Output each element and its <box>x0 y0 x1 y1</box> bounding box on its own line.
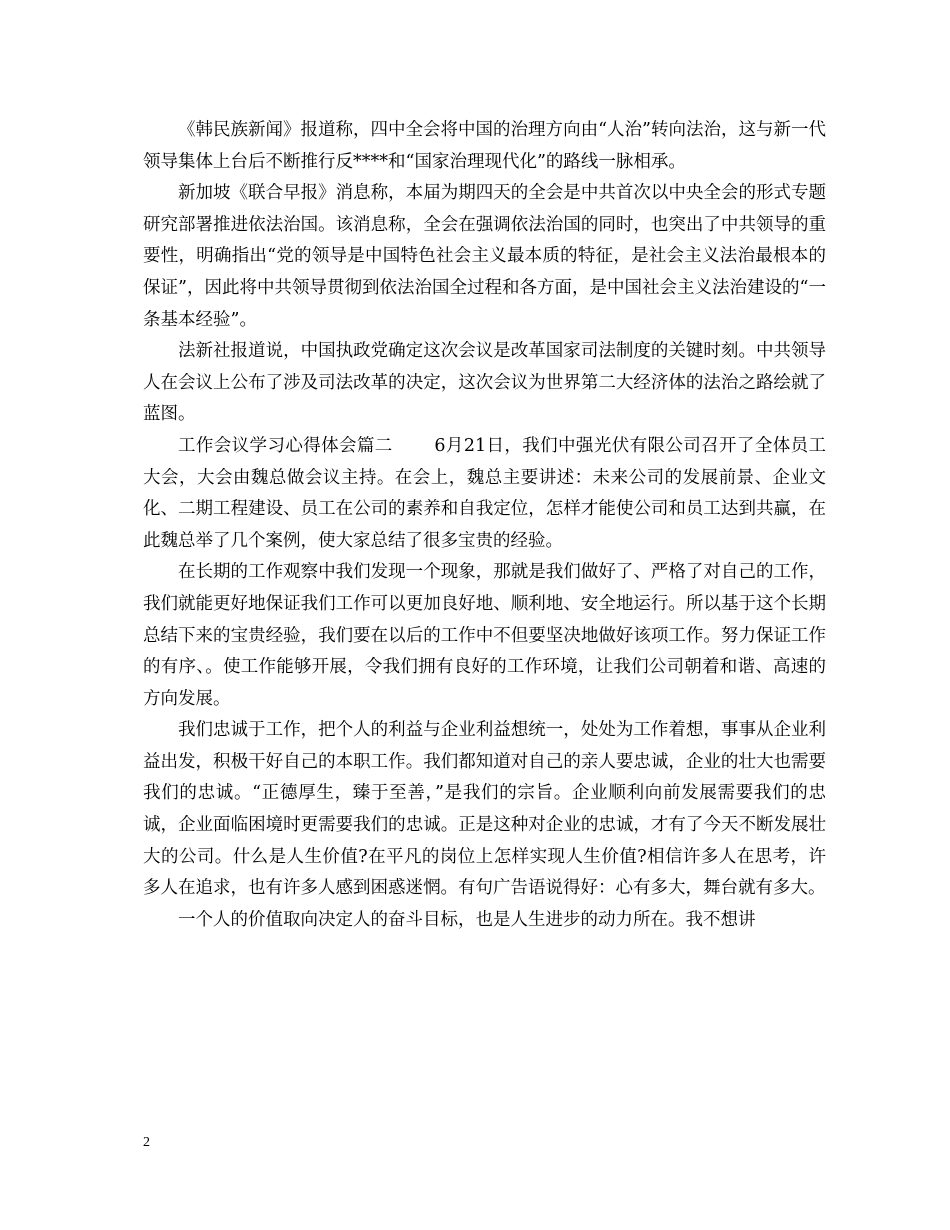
page-number: 2 <box>143 1135 150 1150</box>
paragraph-7: 一个人的价值取向决定人的奋斗目标，也是人生进步的动力所在。我不想讲 <box>178 909 756 930</box>
paragraph-3: 法新社报道说，中国执政党确定这次会议是改革国家司法制度的关键时刻。中共领导人在会议上公布了涉及司法改革的决定，这次会议为世界第二大经济体的法治之路绘就了蓝图。 <box>143 341 826 425</box>
paragraph-5: 在长期的工作观察中我们发现一个现象，那就是我们做好了、严格了对自己的工作，我们就能更好地保证我们工作可以更加良好地、顺利地、安全地运行。所以基于这个长期总结下来的宝贵经验，我们要在以后的工作中不但要坚决地做好该项工作。努力保证工作的有序、。使工作能够开展，令我们拥有良好的工作环境，让我们公司朝着和谐、高速的方向发展。 <box>143 562 826 709</box>
document-body <box>143 115 826 936</box>
paragraph-2: 新加坡《联合早报》消息称，本届为期四天的全会是中共首次以中央全会的形式专题研究部署推进依法治国。该消息称，全会在强调依法治国的同时，也突出了中共领导的重要性，明确指出“党的领导是中国特色社会主义最本质的特征，是社会主义法治最根本的保证”，因此将中共领导贯彻到依法治国全过程和各方面，是中国社会主义法治建设的“一条基本经验”。 <box>143 183 826 330</box>
paragraph-1: 《韩民族新闻》报道称，四中全会将中国的治理方向由“人治”转向法治，这与新一代领导集体上台后不断推行反****和“国家治理现代化”的路线一脉相承。 <box>143 120 826 172</box>
paragraph-6: 我们忠诚于工作，把个人的利益与企业利益想统一，处处为工作着想，事事从企业利益出发，积极干好自己的本职工作。我们都知道对自己的亲人要忠诚，企业的壮大也需要我们的忠诚。“正德厚生，臻于至善，”是我们的宗旨。企业顺利向前发展需要我们的忠诚，企业面临困境时更需要我们的忠诚。正是这种对企业的忠诚，才有了今天不断发展壮大的公司。什么是人生价值?在平凡的岗位上怎样实现人生价值?相信许多人在思考，许多人在追求，也有许多人感到困惑迷惘。有句广告语说得好：心有多大，舞台就有多大。 <box>143 720 826 899</box>
paragraph-4: 工作会议学习心得体会篇二 6月21日，我们中强光伏有限公司召开了全体员工大会，大会由魏总做会议主持。在会上，魏总主要讲述：未来公司的发展前景、企业文化、二期工程建设、员工在公司的素养和自我定位，怎样才能使公司和员工达到共赢，在此魏总举了几个案例，使大家总结了很多宝贵的经验。 <box>143 435 826 551</box>
